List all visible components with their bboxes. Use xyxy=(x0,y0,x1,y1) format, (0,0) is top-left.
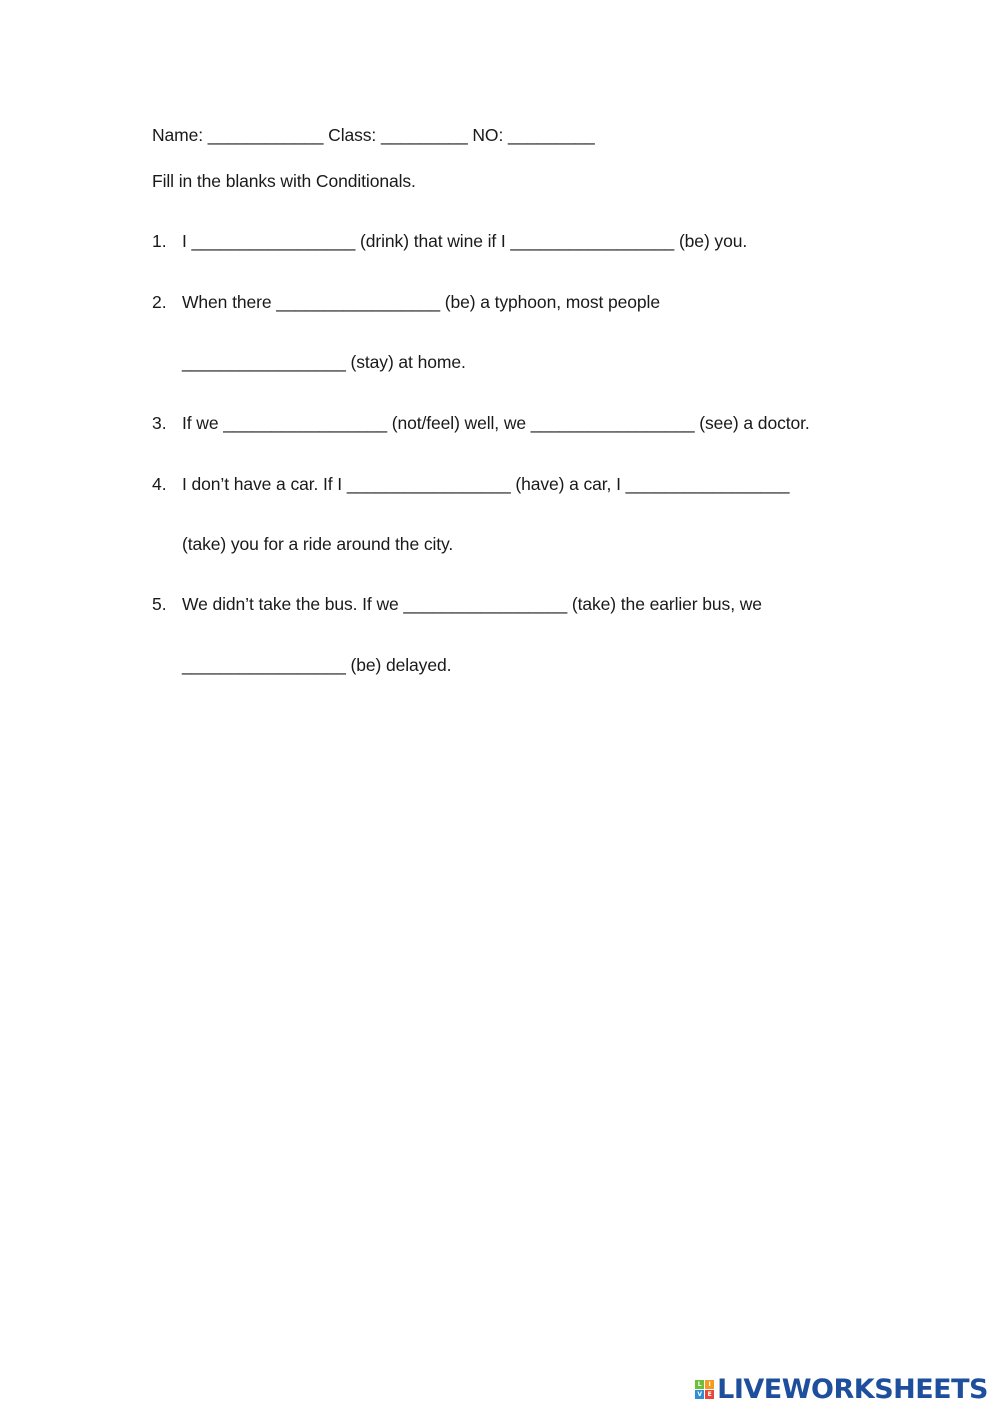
question-2-line-2: _________________ (stay) at home. xyxy=(182,352,466,372)
question-number: 3. xyxy=(152,413,167,433)
liveworksheets-logo xyxy=(695,1374,988,1404)
logo-square: L xyxy=(695,1380,704,1389)
student-info-line: Name: ____________ Class: _________ NO: _________ xyxy=(152,125,595,145)
question-number: 4. xyxy=(152,474,167,494)
instruction-text: Fill in the blanks with Conditionals. xyxy=(152,171,416,191)
logo-square: E xyxy=(705,1390,714,1399)
question-number: 2. xyxy=(152,292,167,312)
question-4-line-1: I don’t have a car. If I _________________ (have) a car, I _________________ xyxy=(182,474,790,494)
question-4-line-2: (take) you for a ride around the city. xyxy=(182,534,454,554)
question-3-line-1: If we _________________ (not/feel) well, we _________________ (see) a doctor. xyxy=(182,413,810,433)
logo-text: LIVEWORKSHEETS xyxy=(717,1373,988,1405)
question-5-line-1: We didn’t take the bus. If we _________________ (take) the earlier bus, we xyxy=(182,594,762,614)
logo-square: V xyxy=(695,1390,704,1399)
question-2-line-1: When there _________________ (be) a typhoon, most people xyxy=(182,292,660,312)
question-1-line-1: I _________________ (drink) that wine if I _________________ (be) you. xyxy=(182,231,748,251)
logo-square: I xyxy=(705,1380,714,1389)
question-5-line-2: _________________ (be) delayed. xyxy=(182,655,452,675)
logo-squares-icon xyxy=(695,1380,714,1399)
question-number: 1. xyxy=(152,231,167,251)
question-number: 5. xyxy=(152,594,167,614)
